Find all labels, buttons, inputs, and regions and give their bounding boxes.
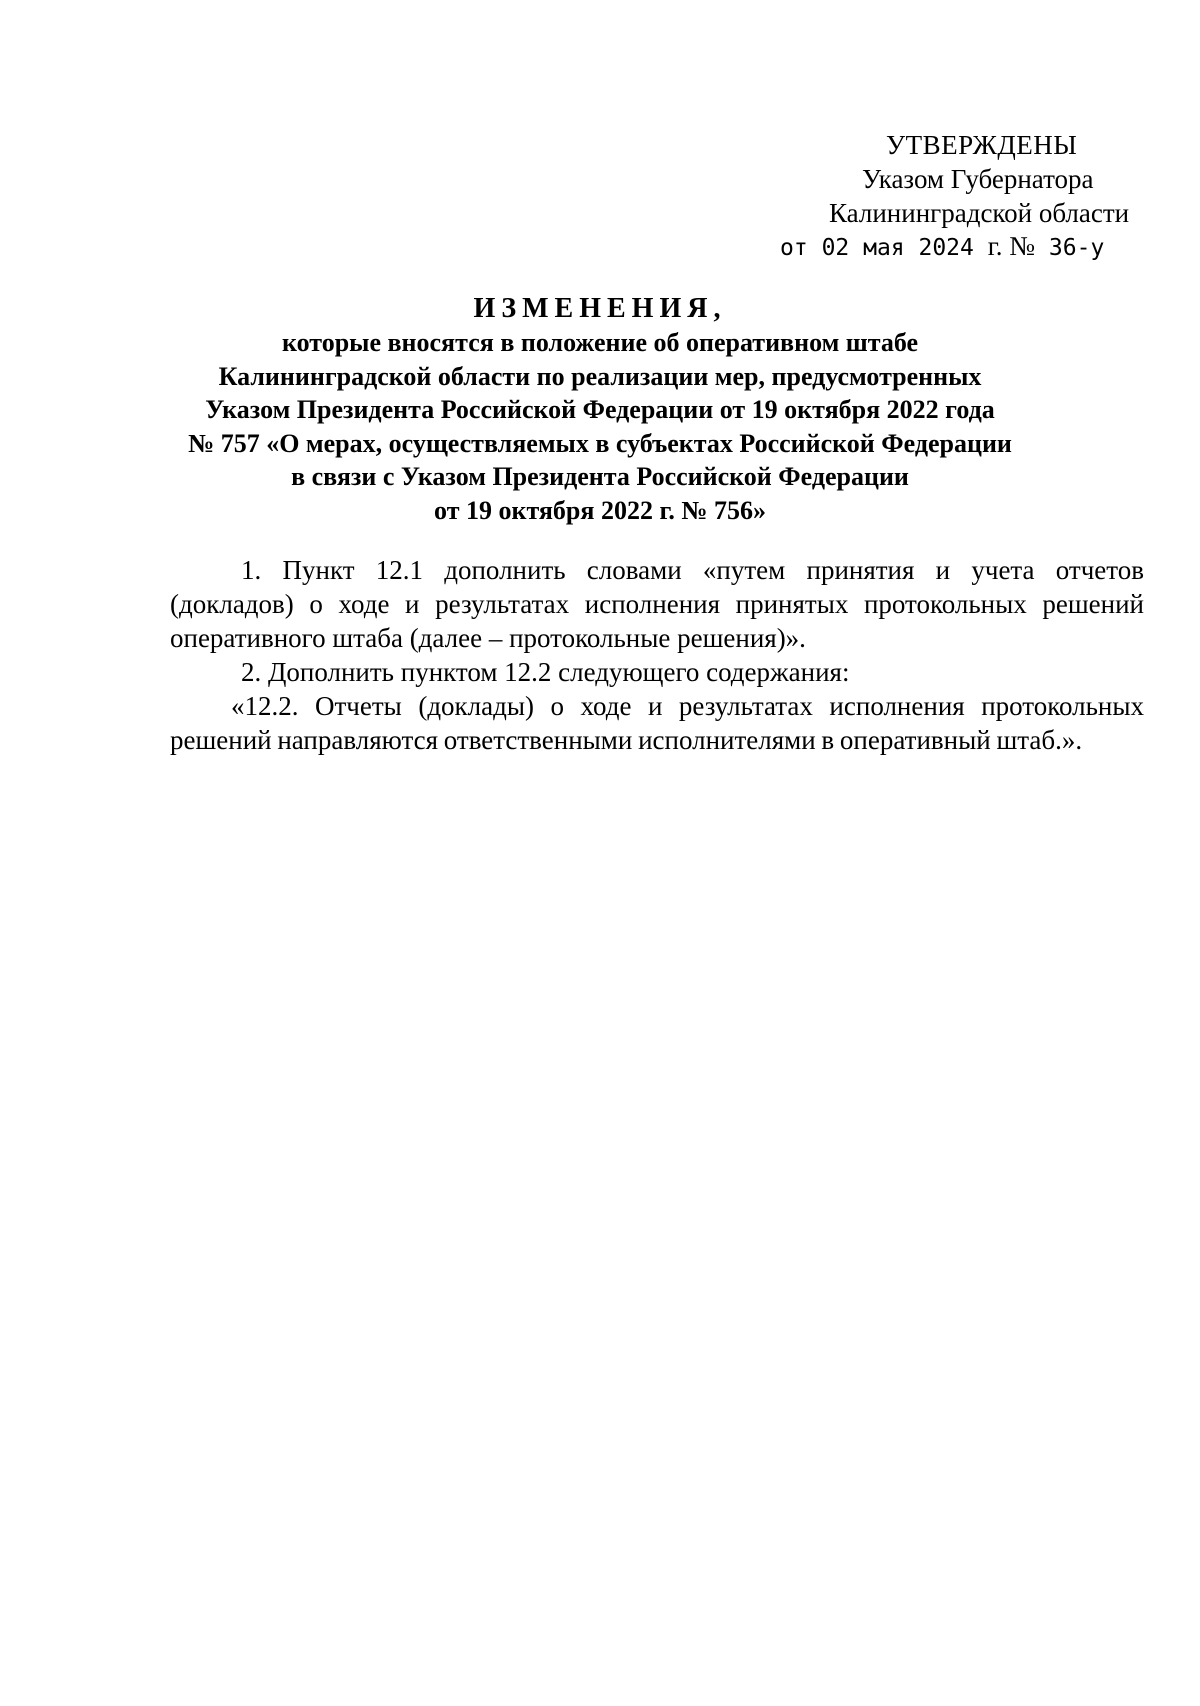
title-heading: ИЗМЕНЕНИЯ, [473, 293, 727, 324]
approval-authority: Указом Губернатора [862, 164, 1094, 194]
title-line: от 19 октября 2022 г. № 756» [434, 495, 766, 525]
approval-region: Калининградской области [829, 198, 1130, 228]
document-title [150, 292, 1050, 527]
document-body [170, 553, 1144, 757]
title-line: Калининградской области по реализации мер, предусмотренных [218, 361, 982, 391]
title-line: Указом Президента Российской Федерации от 19 октября 2022 года [205, 395, 995, 424]
title-line: № 757 «О мерах, осуществляемых в субъектах Российской Федерации [188, 428, 1012, 458]
paragraph-item-1: 1. Пункт 12.1 дополнить словами «путем принятия и учета отчетов (докладов) о ходе и результатах исполнения принятых протокольных решений оперативного штаба (далее – протокольные решения)». [170, 555, 1144, 653]
approval-date: 02 мая 2024 [821, 235, 974, 261]
paragraph-quote-12-2: «12.2. Отчеты (доклады) о ходе и результатах исполнения протокольных решений направляются ответственными исполнителями в оперативный штаб.». [170, 691, 1144, 755]
approval-date-prefix: от [780, 235, 808, 261]
approval-status: УТВЕРЖДЕНЫ [886, 130, 1078, 160]
paragraph-item-2: 2. Дополнить пунктом 12.2 следующего содержания: [241, 657, 850, 687]
approval-number: 36-у [1048, 235, 1105, 261]
approval-date-line [780, 229, 1104, 265]
approval-year-suffix: г. № [987, 231, 1036, 261]
title-line: в связи с Указом Президента Российской Федерации [291, 462, 909, 491]
title-line: которые вносятся в положение об оперативном штабе [281, 328, 919, 357]
